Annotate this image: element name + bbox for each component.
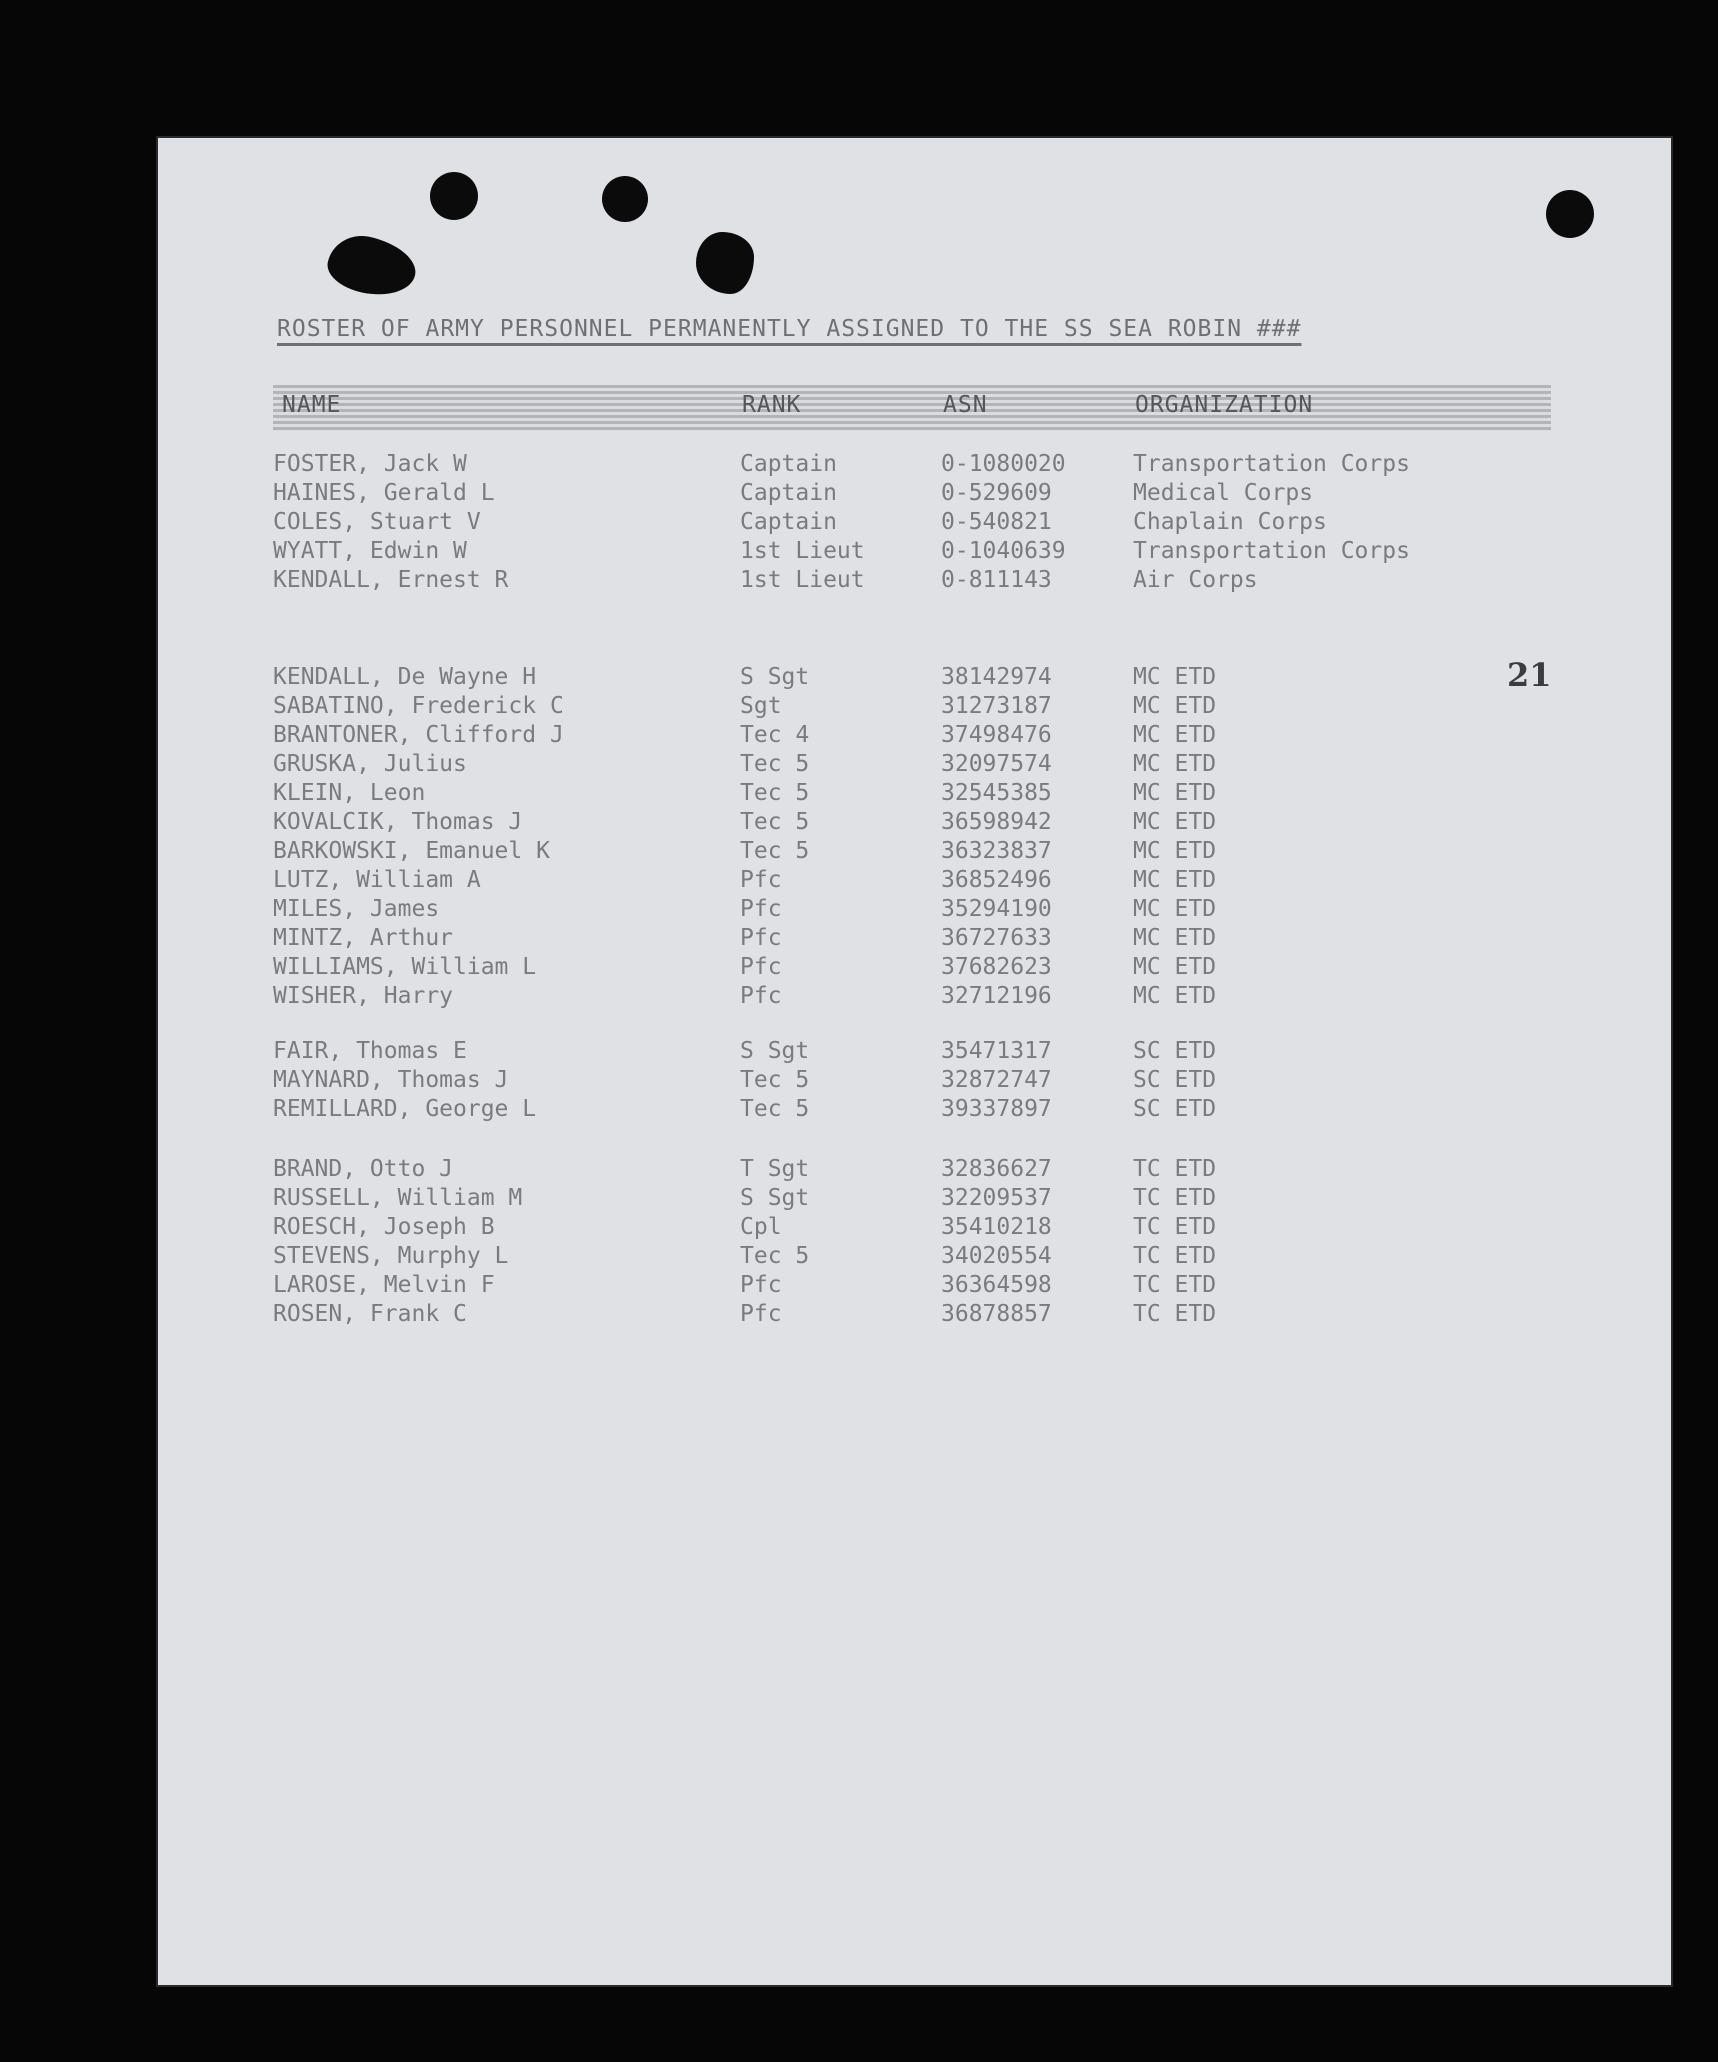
- torn-paper-mark: [323, 229, 421, 302]
- cell-asn: 32712196: [941, 983, 1052, 1009]
- cell-organization: TC ETD: [1133, 1272, 1217, 1298]
- cell-name: MAYNARD, Thomas J: [273, 1067, 509, 1093]
- cell-asn: 37498476: [941, 722, 1052, 748]
- table-row: [158, 838, 1671, 867]
- cell-asn: 32545385: [941, 780, 1052, 806]
- cell-asn: 31273187: [941, 693, 1052, 719]
- cell-name: ROESCH, Joseph B: [273, 1214, 495, 1240]
- cell-organization: Air Corps: [1133, 567, 1258, 593]
- cell-organization: MC ETD: [1133, 954, 1217, 980]
- cell-rank: Captain: [740, 451, 837, 477]
- cell-organization: MC ETD: [1133, 838, 1217, 864]
- cell-organization: MC ETD: [1133, 925, 1217, 951]
- cell-rank: S Sgt: [740, 1185, 810, 1211]
- cell-asn: 36323837: [941, 838, 1052, 864]
- cell-asn: 32836627: [941, 1156, 1052, 1182]
- cell-asn: 35471317: [941, 1038, 1052, 1064]
- cell-name: KENDALL, Ernest R: [273, 567, 509, 593]
- roster-title: ROSTER OF ARMY PERSONNEL PERMANENTLY ASSIGNED TO THE SS SEA ROBIN ###: [277, 316, 1302, 342]
- cell-organization: TC ETD: [1133, 1156, 1217, 1182]
- cell-rank: Cpl: [740, 1214, 782, 1240]
- cell-name: BRANTONER, Clifford J: [273, 722, 564, 748]
- torn-paper-mark: [696, 232, 754, 294]
- cell-name: GRUSKA, Julius: [273, 751, 467, 777]
- cell-rank: Tec 5: [740, 751, 810, 777]
- cell-rank: Tec 5: [740, 780, 810, 806]
- table-row: [158, 693, 1671, 722]
- cell-rank: Tec 5: [740, 809, 810, 835]
- cell-rank: Captain: [740, 509, 837, 535]
- cell-asn: 35410218: [941, 1214, 1052, 1240]
- cell-asn: 39337897: [941, 1096, 1052, 1122]
- cell-name: LAROSE, Melvin F: [273, 1272, 495, 1298]
- table-row: [158, 1067, 1671, 1096]
- cell-asn: 32209537: [941, 1185, 1052, 1211]
- table-row: [158, 567, 1671, 596]
- table-row: [158, 1038, 1671, 1067]
- cell-name: COLES, Stuart V: [273, 509, 481, 535]
- cell-asn: 0-540821: [941, 509, 1052, 535]
- cell-asn: 36598942: [941, 809, 1052, 835]
- column-header-name: NAME: [282, 392, 342, 418]
- page-number: 21: [1507, 656, 1552, 694]
- cell-asn: 32097574: [941, 751, 1052, 777]
- cell-rank: T Sgt: [740, 1156, 810, 1182]
- cell-rank: S Sgt: [740, 664, 810, 690]
- cell-rank: Tec 4: [740, 722, 810, 748]
- cell-rank: Pfc: [740, 1301, 782, 1327]
- table-row: [158, 451, 1671, 480]
- cell-organization: MC ETD: [1133, 722, 1217, 748]
- punch-hole: [602, 176, 648, 222]
- column-header-band: [273, 385, 1551, 431]
- cell-rank: Pfc: [740, 1272, 782, 1298]
- cell-rank: Tec 5: [740, 1096, 810, 1122]
- table-row: [158, 925, 1671, 954]
- cell-organization: MC ETD: [1133, 693, 1217, 719]
- cell-asn: 0-811143: [941, 567, 1052, 593]
- cell-name: FAIR, Thomas E: [273, 1038, 467, 1064]
- cell-organization: TC ETD: [1133, 1301, 1217, 1327]
- cell-organization: SC ETD: [1133, 1067, 1217, 1093]
- cell-rank: Sgt: [740, 693, 782, 719]
- cell-organization: Transportation Corps: [1133, 451, 1410, 477]
- table-row: [158, 1272, 1671, 1301]
- cell-asn: 34020554: [941, 1243, 1052, 1269]
- table-row: [158, 896, 1671, 925]
- cell-rank: Captain: [740, 480, 837, 506]
- cell-rank: Pfc: [740, 925, 782, 951]
- cell-name: KOVALCIK, Thomas J: [273, 809, 523, 835]
- cell-asn: 38142974: [941, 664, 1052, 690]
- cell-name: HAINES, Gerald L: [273, 480, 495, 506]
- cell-name: FOSTER, Jack W: [273, 451, 467, 477]
- cell-rank: 1st Lieut: [740, 567, 865, 593]
- table-row: [158, 1243, 1671, 1272]
- cell-name: WISHER, Harry: [273, 983, 454, 1009]
- cell-organization: SC ETD: [1133, 1096, 1217, 1122]
- cell-asn: 0-1080020: [941, 451, 1066, 477]
- cell-name: REMILLARD, George L: [273, 1096, 537, 1122]
- cell-name: RUSSELL, William M: [273, 1185, 523, 1211]
- document-page: [158, 138, 1671, 1985]
- cell-organization: TC ETD: [1133, 1214, 1217, 1240]
- cell-organization: MC ETD: [1133, 809, 1217, 835]
- punch-hole: [430, 172, 478, 220]
- cell-asn: 36727633: [941, 925, 1052, 951]
- cell-rank: Pfc: [740, 954, 782, 980]
- cell-name: BRAND, Otto J: [273, 1156, 454, 1182]
- cell-name: MINTZ, Arthur: [273, 925, 454, 951]
- table-row: [158, 867, 1671, 896]
- cell-organization: TC ETD: [1133, 1185, 1217, 1211]
- cell-rank: S Sgt: [740, 1038, 810, 1064]
- column-header-rank: RANK: [742, 392, 802, 418]
- cell-asn: 32872747: [941, 1067, 1052, 1093]
- cell-name: BARKOWSKI, Emanuel K: [273, 838, 550, 864]
- cell-rank: Pfc: [740, 896, 782, 922]
- table-row: [158, 722, 1671, 751]
- cell-organization: SC ETD: [1133, 1038, 1217, 1064]
- table-row: [158, 1096, 1671, 1125]
- cell-rank: Tec 5: [740, 1067, 810, 1093]
- cell-name: WILLIAMS, William L: [273, 954, 537, 980]
- cell-asn: 37682623: [941, 954, 1052, 980]
- table-row: [158, 751, 1671, 780]
- column-header-asn: ASN: [943, 392, 988, 418]
- cell-rank: Pfc: [740, 867, 782, 893]
- cell-rank: Tec 5: [740, 838, 810, 864]
- cell-name: KLEIN, Leon: [273, 780, 426, 806]
- table-row: [158, 538, 1671, 567]
- column-header-organization: ORGANIZATION: [1135, 392, 1314, 418]
- cell-organization: TC ETD: [1133, 1243, 1217, 1269]
- cell-organization: MC ETD: [1133, 867, 1217, 893]
- table-row: [158, 780, 1671, 809]
- cell-organization: Transportation Corps: [1133, 538, 1410, 564]
- cell-name: KENDALL, De Wayne H: [273, 664, 537, 690]
- table-row: [158, 954, 1671, 983]
- table-row: [158, 1185, 1671, 1214]
- table-row: [158, 664, 1671, 693]
- punch-hole: [1546, 190, 1594, 238]
- cell-name: WYATT, Edwin W: [273, 538, 467, 564]
- table-row: [158, 480, 1671, 509]
- cell-asn: 36364598: [941, 1272, 1052, 1298]
- cell-name: STEVENS, Murphy L: [273, 1243, 509, 1269]
- cell-name: SABATINO, Frederick C: [273, 693, 564, 719]
- cell-rank: 1st Lieut: [740, 538, 865, 564]
- table-row: [158, 1301, 1671, 1330]
- table-row: [158, 1156, 1671, 1185]
- cell-organization: MC ETD: [1133, 896, 1217, 922]
- cell-organization: MC ETD: [1133, 780, 1217, 806]
- cell-name: ROSEN, Frank C: [273, 1301, 467, 1327]
- table-row: [158, 809, 1671, 838]
- cell-rank: Tec 5: [740, 1243, 810, 1269]
- cell-name: MILES, James: [273, 896, 440, 922]
- cell-asn: 36878857: [941, 1301, 1052, 1327]
- table-row: [158, 509, 1671, 538]
- cell-name: LUTZ, William A: [273, 867, 481, 893]
- cell-asn: 0-1040639: [941, 538, 1066, 564]
- cell-asn: 35294190: [941, 896, 1052, 922]
- cell-organization: MC ETD: [1133, 983, 1217, 1009]
- cell-asn: 36852496: [941, 867, 1052, 893]
- table-row: [158, 983, 1671, 1012]
- cell-organization: MC ETD: [1133, 664, 1217, 690]
- cell-asn: 0-529609: [941, 480, 1052, 506]
- cell-organization: MC ETD: [1133, 751, 1217, 777]
- cell-organization: Chaplain Corps: [1133, 509, 1327, 535]
- table-row: [158, 1214, 1671, 1243]
- cell-rank: Pfc: [740, 983, 782, 1009]
- cell-organization: Medical Corps: [1133, 480, 1314, 506]
